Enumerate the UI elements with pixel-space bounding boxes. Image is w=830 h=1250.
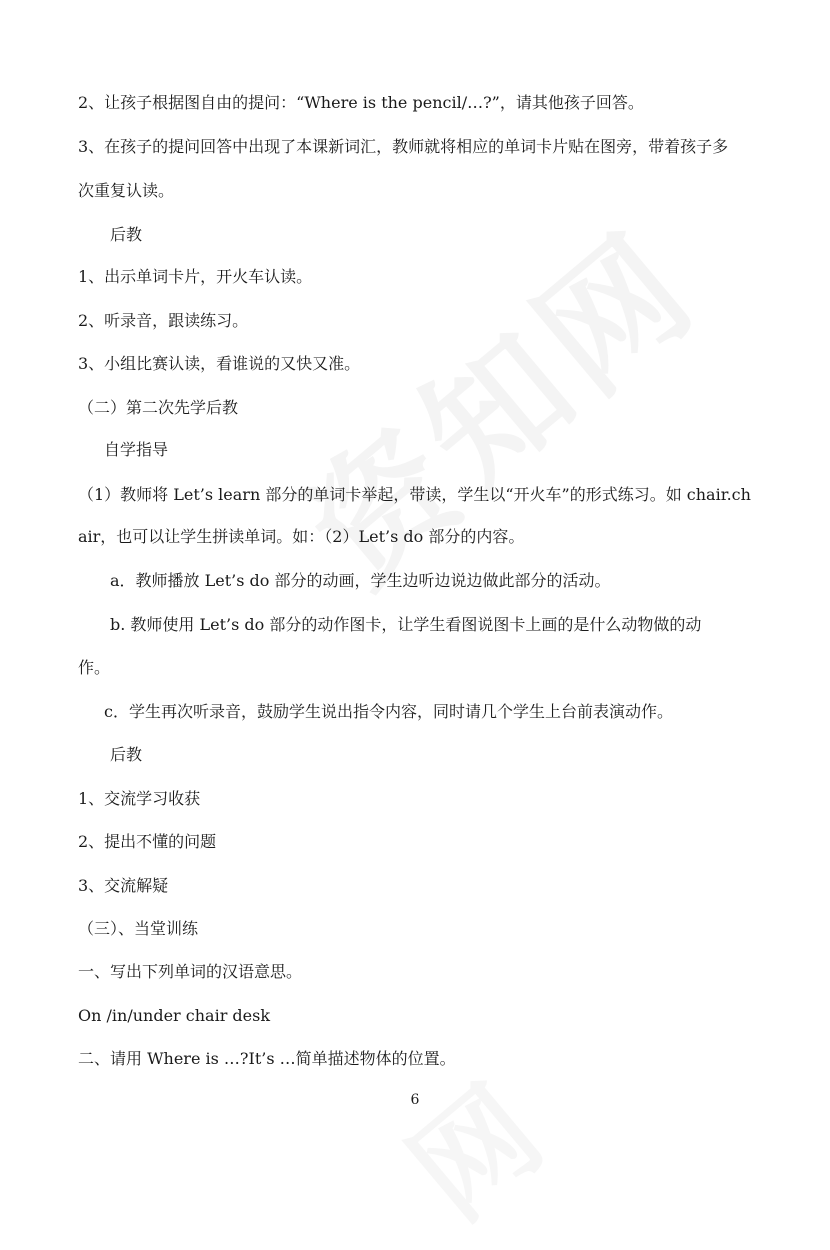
section-heading: （三）、当堂训练 bbox=[78, 919, 199, 938]
list-item: 3、交流解疑 bbox=[78, 876, 169, 895]
section-heading: 后教 bbox=[110, 225, 143, 244]
list-item: 2、听录音，跟读练习。 bbox=[78, 311, 249, 330]
watermark-partial bbox=[369, 1042, 571, 1250]
list-item: a．教师播放 Let’s do 部分的动画，学生边听边说边做此部分的活动。 bbox=[110, 571, 611, 590]
paragraph-line: 3、在孩子的提问回答中出现了本课新词汇，教师就将相应的单词卡片贴在图旁，带着孩子多 bbox=[78, 137, 729, 156]
paragraph-line: On /in/under chair desk bbox=[78, 1006, 271, 1025]
paragraph-line: air，也可以让学生拼读单词。如：（2）Let’s do 部分的内容。 bbox=[78, 527, 525, 546]
list-item: 1、出示单词卡片，开火车认读。 bbox=[78, 267, 313, 286]
section-heading: （二）第二次先学后教 bbox=[78, 398, 239, 417]
paragraph-line: 2、让孩子根据图自由的提问：“Where is the pencil/…?”，请其他孩子回答。 bbox=[78, 93, 644, 112]
list-item: b. 教师使用 Let’s do 部分的动作图卡，让学生看图说图卡上画的是什么动物做的动 bbox=[110, 615, 702, 634]
paragraph-line: 二、请用 Where is …?It’s …简单描述物体的位置。 bbox=[78, 1049, 456, 1068]
list-item: 2、提出不懂的问题 bbox=[78, 832, 217, 851]
list-item: 1、交流学习收获 bbox=[78, 789, 201, 808]
list-item: 3、小组比赛认读，看谁说的又快又准。 bbox=[78, 354, 361, 373]
paragraph-line: 作。 bbox=[78, 658, 111, 677]
page-number: 6 bbox=[410, 1092, 420, 1108]
list-item: c．学生再次听录音，鼓励学生说出指令内容，同时请几个学生上台前表演动作。 bbox=[104, 702, 673, 721]
section-heading: 自学指导 bbox=[104, 440, 169, 459]
paragraph-line: （1）教师将 Let’s learn 部分的单词卡举起，带读，学生以“开火车”的形式练习。如 chair.ch bbox=[78, 485, 751, 504]
paragraph-line: 次重复认读。 bbox=[78, 181, 175, 200]
paragraph-line: 一、写出下列单词的汉语意思。 bbox=[78, 962, 303, 981]
section-heading: 后教 bbox=[110, 745, 143, 764]
